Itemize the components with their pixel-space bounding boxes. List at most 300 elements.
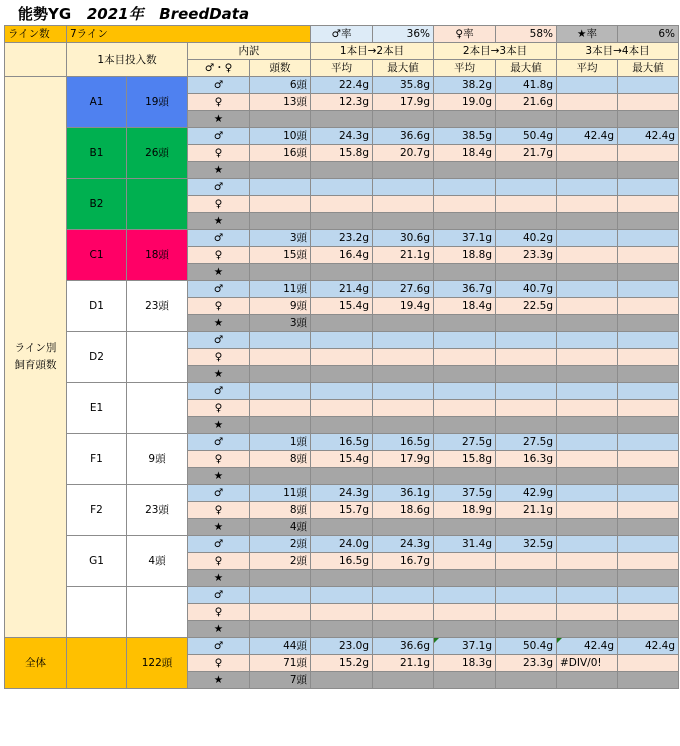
line-b1-male-s3max[interactable]: 42.4g [618,128,679,145]
line-f1-star-symbol[interactable]: ★ [188,468,250,485]
line-empty-male-s3avg[interactable] [557,587,618,604]
line-d2-male-s3avg[interactable] [557,332,618,349]
line-f2-female-s2max[interactable]: 21.1g [496,502,557,519]
line-f1-star-s3avg[interactable] [557,468,618,485]
line-g1-male-s2avg[interactable]: 31.4g [434,536,496,553]
line-empty-star-s1avg[interactable] [311,621,373,638]
line-d1-star-s3avg[interactable] [557,315,618,332]
line-d1-male-s1max[interactable]: 27.6g [373,281,434,298]
line-f2-male-s1avg[interactable]: 24.3g [311,485,373,502]
line-a1-male-s2max[interactable]: 41.8g [496,77,557,94]
line-e1-female-count[interactable] [250,400,311,417]
line-name-line-e1[interactable]: E1 [67,383,127,434]
line-b2-male-s2max[interactable] [496,179,557,196]
line-f2-star-count[interactable]: 4頭 [250,519,311,536]
total-female-symbol[interactable]: ♀ [188,655,250,672]
line-d2-male-s3max[interactable] [618,332,679,349]
line-a1-star-s2avg[interactable] [434,111,496,128]
line-f1-female-s1avg[interactable]: 15.4g [311,451,373,468]
line-a1-male-s3avg[interactable] [557,77,618,94]
line-c1-male-s3avg[interactable] [557,230,618,247]
line-e1-male-s1max[interactable] [373,383,434,400]
line-f2-female-s1max[interactable]: 18.6g [373,502,434,519]
line-f2-male-count[interactable]: 11頭 [250,485,311,502]
line-b2-male-symbol[interactable]: ♂ [188,179,250,196]
line-d1-male-s3max[interactable] [618,281,679,298]
total-female-s3avg[interactable]: #DIV/0! [557,655,618,672]
line-d2-male-s1max[interactable] [373,332,434,349]
line-c1-female-s3avg[interactable] [557,247,618,264]
line-d2-star-s3avg[interactable] [557,366,618,383]
total-male-s3max[interactable]: 42.4g [618,638,679,655]
line-f1-female-s2max[interactable]: 16.3g [496,451,557,468]
line-b2-male-s3avg[interactable] [557,179,618,196]
line-b2-female-s1max[interactable] [373,196,434,213]
count-header[interactable]: 頭数 [250,60,311,77]
line-name-line-empty[interactable] [67,587,127,638]
line-f1-male-s3max[interactable] [618,434,679,451]
total-star-symbol[interactable]: ★ [188,672,250,689]
line-b1-star-s1avg[interactable] [311,162,373,179]
line-d1-male-count[interactable]: 11頭 [250,281,311,298]
line-f1-star-s2max[interactable] [496,468,557,485]
line-empty-male-symbol[interactable]: ♂ [188,587,250,604]
line-f2-star-s3avg[interactable] [557,519,618,536]
line-b1-male-s2avg[interactable]: 38.5g [434,128,496,145]
line-d1-star-s3max[interactable] [618,315,679,332]
line-g1-star-s3avg[interactable] [557,570,618,587]
line-c1-star-s1avg[interactable] [311,264,373,281]
line-d1-male-s2avg[interactable]: 36.7g [434,281,496,298]
line-f1-star-count[interactable] [250,468,311,485]
line-c1-male-s1avg[interactable]: 23.2g [311,230,373,247]
line-b1-female-symbol[interactable]: ♀ [188,145,250,162]
line-c1-star-s3avg[interactable] [557,264,618,281]
line-f1-male-s2avg[interactable]: 27.5g [434,434,496,451]
line-b1-star-s2avg[interactable] [434,162,496,179]
line-total-line-c1[interactable]: 18頭 [127,230,188,281]
total-star-s2max[interactable] [496,672,557,689]
total-count[interactable]: 122頭 [127,638,188,689]
line-d1-star-count[interactable]: 3頭 [250,315,311,332]
line-d1-star-symbol[interactable]: ★ [188,315,250,332]
line-e1-male-s1avg[interactable] [311,383,373,400]
line-b1-male-symbol[interactable]: ♂ [188,128,250,145]
total-star-count[interactable]: 7頭 [250,672,311,689]
line-g1-male-count[interactable]: 2頭 [250,536,311,553]
line-b1-female-s2max[interactable]: 21.7g [496,145,557,162]
line-empty-star-s3max[interactable] [618,621,679,638]
line-d1-female-count[interactable]: 9頭 [250,298,311,315]
male-rate-label[interactable]: ♂率 [311,26,373,43]
line-g1-male-symbol[interactable]: ♂ [188,536,250,553]
line-a1-female-s2avg[interactable]: 19.0g [434,94,496,111]
line-f2-female-s2avg[interactable]: 18.9g [434,502,496,519]
line-e1-male-s2max[interactable] [496,383,557,400]
line-c1-male-s2max[interactable]: 40.2g [496,230,557,247]
line-b2-star-s1max[interactable] [373,213,434,230]
line-b2-female-s3max[interactable] [618,196,679,213]
line-g1-female-s2max[interactable] [496,553,557,570]
line-f2-male-s1max[interactable]: 36.1g [373,485,434,502]
line-g1-female-s1max[interactable]: 16.7g [373,553,434,570]
line-f1-male-s3avg[interactable] [557,434,618,451]
sex-header[interactable]: ♂・♀ [188,60,250,77]
line-f1-female-s2avg[interactable]: 15.8g [434,451,496,468]
line-g1-star-s2avg[interactable] [434,570,496,587]
line-a1-star-s2max[interactable] [496,111,557,128]
line-d2-star-symbol[interactable]: ★ [188,366,250,383]
line-total-line-b1[interactable]: 26頭 [127,128,188,179]
line-c1-star-s1max[interactable] [373,264,434,281]
line-g1-female-s3avg[interactable] [557,553,618,570]
line-g1-female-s1avg[interactable]: 16.5g [311,553,373,570]
line-name-line-b1[interactable]: B1 [67,128,127,179]
line-b1-female-s1max[interactable]: 20.7g [373,145,434,162]
line-b1-star-count[interactable] [250,162,311,179]
line-b2-star-s1avg[interactable] [311,213,373,230]
line-empty-star-symbol[interactable]: ★ [188,621,250,638]
line-c1-female-s1avg[interactable]: 16.4g [311,247,373,264]
line-d1-female-s1max[interactable]: 19.4g [373,298,434,315]
line-f2-star-s1max[interactable] [373,519,434,536]
line-c1-star-s3max[interactable] [618,264,679,281]
line-b2-female-s2avg[interactable] [434,196,496,213]
line-a1-star-s1avg[interactable] [311,111,373,128]
line-b2-male-s1max[interactable] [373,179,434,196]
line-b1-star-s2max[interactable] [496,162,557,179]
line-f2-star-symbol[interactable]: ★ [188,519,250,536]
line-d1-female-s1avg[interactable]: 15.4g [311,298,373,315]
line-g1-male-s1avg[interactable]: 24.0g [311,536,373,553]
line-total-line-e1[interactable] [127,383,188,434]
stage2-header[interactable]: 2本目→3本目 [434,43,557,60]
line-name-line-f2[interactable]: F2 [67,485,127,536]
line-c1-star-s2max[interactable] [496,264,557,281]
line-d2-female-s2avg[interactable] [434,349,496,366]
line-e1-female-s1avg[interactable] [311,400,373,417]
stage1-avg-header[interactable]: 平均 [311,60,373,77]
line-b1-female-s3max[interactable] [618,145,679,162]
line-d1-female-s2max[interactable]: 22.5g [496,298,557,315]
line-e1-star-s3max[interactable] [618,417,679,434]
line-b1-female-count[interactable]: 16頭 [250,145,311,162]
total-star-s1max[interactable] [373,672,434,689]
line-f2-female-symbol[interactable]: ♀ [188,502,250,519]
line-f2-star-s3max[interactable] [618,519,679,536]
line-a1-female-symbol[interactable]: ♀ [188,94,250,111]
stage3-header[interactable]: 3本目→4本目 [557,43,679,60]
line-c1-star-symbol[interactable]: ★ [188,264,250,281]
total-male-s2max[interactable]: 50.4g [496,638,557,655]
line-b1-male-s1max[interactable]: 36.6g [373,128,434,145]
line-d1-male-s2max[interactable]: 40.7g [496,281,557,298]
line-d2-star-count[interactable] [250,366,311,383]
line-b1-star-s3max[interactable] [618,162,679,179]
stage2-max-header[interactable]: 最大値 [496,60,557,77]
line-e1-male-s2avg[interactable] [434,383,496,400]
star-rate-label[interactable]: ★率 [557,26,618,43]
line-f2-male-s3avg[interactable] [557,485,618,502]
line-f1-male-symbol[interactable]: ♂ [188,434,250,451]
star-rate-value[interactable]: 6% [618,26,679,43]
line-c1-female-s1max[interactable]: 21.1g [373,247,434,264]
line-c1-male-count[interactable]: 3頭 [250,230,311,247]
total-male-count[interactable]: 44頭 [250,638,311,655]
line-e1-female-symbol[interactable]: ♀ [188,400,250,417]
total-female-s3max[interactable] [618,655,679,672]
line-e1-female-s3max[interactable] [618,400,679,417]
stage3-avg-header[interactable]: 平均 [557,60,618,77]
line-b1-star-s1max[interactable] [373,162,434,179]
line-d1-star-s1avg[interactable] [311,315,373,332]
line-d2-star-s1max[interactable] [373,366,434,383]
line-a1-female-s3avg[interactable] [557,94,618,111]
line-e1-star-s1max[interactable] [373,417,434,434]
line-d2-star-s1avg[interactable] [311,366,373,383]
line-b1-star-s3avg[interactable] [557,162,618,179]
total-male-s1avg[interactable]: 23.0g [311,638,373,655]
line-empty-female-s3max[interactable] [618,604,679,621]
line-name-line-b2[interactable]: B2 [67,179,127,230]
line-empty-male-s2max[interactable] [496,587,557,604]
line-b1-male-s3avg[interactable]: 42.4g [557,128,618,145]
line-d2-female-count[interactable] [250,349,311,366]
line-e1-star-count[interactable] [250,417,311,434]
line-g1-star-s1max[interactable] [373,570,434,587]
line-name-line-a1[interactable]: A1 [67,77,127,128]
header-blank-cell[interactable] [5,43,67,77]
line-d1-female-s3avg[interactable] [557,298,618,315]
line-empty-male-s1avg[interactable] [311,587,373,604]
line-a1-male-s1avg[interactable]: 22.4g [311,77,373,94]
line-name-line-c1[interactable]: C1 [67,230,127,281]
line-name-line-g1[interactable]: G1 [67,536,127,587]
line-a1-female-s1max[interactable]: 17.9g [373,94,434,111]
total-male-symbol[interactable]: ♂ [188,638,250,655]
line-d2-male-count[interactable] [250,332,311,349]
line-d1-star-s1max[interactable] [373,315,434,332]
line-d2-star-s2max[interactable] [496,366,557,383]
female-rate-label[interactable]: ♀率 [434,26,496,43]
total-star-s3max[interactable] [618,672,679,689]
line-f1-male-s1max[interactable]: 16.5g [373,434,434,451]
line-d1-star-s2max[interactable] [496,315,557,332]
line-a1-star-symbol[interactable]: ★ [188,111,250,128]
line-c1-star-s2avg[interactable] [434,264,496,281]
line-g1-star-count[interactable] [250,570,311,587]
total-male-s3avg[interactable]: 42.4g [557,638,618,655]
line-f1-female-count[interactable]: 8頭 [250,451,311,468]
line-empty-male-s1max[interactable] [373,587,434,604]
line-total-line-b2[interactable] [127,179,188,230]
line-b2-male-s2avg[interactable] [434,179,496,196]
line-g1-male-s1max[interactable]: 24.3g [373,536,434,553]
total-female-s1max[interactable]: 21.1g [373,655,434,672]
line-e1-male-symbol[interactable]: ♂ [188,383,250,400]
line-f1-star-s2avg[interactable] [434,468,496,485]
line-f1-male-s2max[interactable]: 27.5g [496,434,557,451]
line-empty-male-count[interactable] [250,587,311,604]
line-d2-male-s2max[interactable] [496,332,557,349]
line-e1-female-s3avg[interactable] [557,400,618,417]
line-d2-female-s1max[interactable] [373,349,434,366]
line-b2-star-count[interactable] [250,213,311,230]
line-total-line-f2[interactable]: 23頭 [127,485,188,536]
line-g1-star-symbol[interactable]: ★ [188,570,250,587]
line-total-line-d2[interactable] [127,332,188,383]
line-empty-star-s2max[interactable] [496,621,557,638]
line-g1-male-s3avg[interactable] [557,536,618,553]
line-c1-male-symbol[interactable]: ♂ [188,230,250,247]
line-d1-male-symbol[interactable]: ♂ [188,281,250,298]
line-empty-male-s3max[interactable] [618,587,679,604]
line-a1-female-s3max[interactable] [618,94,679,111]
line-a1-star-s3max[interactable] [618,111,679,128]
line-f2-male-s2avg[interactable]: 37.5g [434,485,496,502]
line-f2-female-s3avg[interactable] [557,502,618,519]
line-e1-star-s2avg[interactable] [434,417,496,434]
line-empty-star-s2avg[interactable] [434,621,496,638]
line-b2-star-s3max[interactable] [618,213,679,230]
line-d2-male-s1avg[interactable] [311,332,373,349]
line-b2-male-s3max[interactable] [618,179,679,196]
line-d1-male-s1avg[interactable]: 21.4g [311,281,373,298]
line-g1-female-count[interactable]: 2頭 [250,553,311,570]
line-g1-male-s3max[interactable] [618,536,679,553]
line-f1-female-s3avg[interactable] [557,451,618,468]
line-g1-female-s3max[interactable] [618,553,679,570]
line-count-value[interactable]: 7ライン [67,26,311,43]
line-e1-star-s3avg[interactable] [557,417,618,434]
line-b2-male-s1avg[interactable] [311,179,373,196]
line-c1-female-s2max[interactable]: 23.3g [496,247,557,264]
line-f2-male-symbol[interactable]: ♂ [188,485,250,502]
total-star-s3avg[interactable] [557,672,618,689]
line-f1-female-s3max[interactable] [618,451,679,468]
line-b2-star-s3avg[interactable] [557,213,618,230]
line-f2-star-s2max[interactable] [496,519,557,536]
line-d2-female-s2max[interactable] [496,349,557,366]
line-e1-female-s2avg[interactable] [434,400,496,417]
line-empty-star-s1max[interactable] [373,621,434,638]
line-a1-male-symbol[interactable]: ♂ [188,77,250,94]
line-b1-female-s1avg[interactable]: 15.8g [311,145,373,162]
line-d2-male-symbol[interactable]: ♂ [188,332,250,349]
line-c1-female-count[interactable]: 15頭 [250,247,311,264]
line-b1-female-s3avg[interactable] [557,145,618,162]
line-d1-male-s3avg[interactable] [557,281,618,298]
line-empty-female-s1max[interactable] [373,604,434,621]
total-female-s2avg[interactable]: 18.3g [434,655,496,672]
line-name-line-d2[interactable]: D2 [67,332,127,383]
line-f2-male-s3max[interactable] [618,485,679,502]
line-b2-star-s2avg[interactable] [434,213,496,230]
line-c1-star-count[interactable] [250,264,311,281]
line-a1-female-count[interactable]: 13頭 [250,94,311,111]
line-empty-star-s3avg[interactable] [557,621,618,638]
line-e1-star-s2max[interactable] [496,417,557,434]
line-g1-star-s1avg[interactable] [311,570,373,587]
line-empty-female-s3avg[interactable] [557,604,618,621]
total-star-s2avg[interactable] [434,672,496,689]
line-g1-female-symbol[interactable]: ♀ [188,553,250,570]
line-a1-star-s1max[interactable] [373,111,434,128]
line-empty-female-count[interactable] [250,604,311,621]
line-c1-female-s2avg[interactable]: 18.8g [434,247,496,264]
line-b1-star-symbol[interactable]: ★ [188,162,250,179]
line-f2-female-s3max[interactable] [618,502,679,519]
line-d1-female-s3max[interactable] [618,298,679,315]
line-total-line-a1[interactable]: 19頭 [127,77,188,128]
line-b2-female-s2max[interactable] [496,196,557,213]
line-total-line-d1[interactable]: 23頭 [127,281,188,332]
line-g1-star-s2max[interactable] [496,570,557,587]
line-b2-star-symbol[interactable]: ★ [188,213,250,230]
line-d2-female-s3max[interactable] [618,349,679,366]
breakdown-header[interactable]: 内訳 [188,43,311,60]
total-female-s1avg[interactable]: 15.2g [311,655,373,672]
line-b2-female-symbol[interactable]: ♀ [188,196,250,213]
line-f1-female-s1max[interactable]: 17.9g [373,451,434,468]
line-empty-female-s2avg[interactable] [434,604,496,621]
line-a1-male-s1max[interactable]: 35.8g [373,77,434,94]
line-e1-male-count[interactable] [250,383,311,400]
line-a1-star-count[interactable] [250,111,311,128]
line-count-label[interactable]: ライン数 [5,26,67,43]
total-star-s1avg[interactable] [311,672,373,689]
line-d1-female-s2avg[interactable]: 18.4g [434,298,496,315]
line-d1-female-symbol[interactable]: ♀ [188,298,250,315]
stage1-header[interactable]: 1本目→2本目 [311,43,434,60]
total-male-s1max[interactable]: 36.6g [373,638,434,655]
line-a1-female-s1avg[interactable]: 12.3g [311,94,373,111]
line-e1-male-s3max[interactable] [618,383,679,400]
total-female-count[interactable]: 71頭 [250,655,311,672]
line-d2-star-s2avg[interactable] [434,366,496,383]
line-empty-star-count[interactable] [250,621,311,638]
line-f2-female-count[interactable]: 8頭 [250,502,311,519]
line-name-line-d1[interactable]: D1 [67,281,127,332]
stage2-avg-header[interactable]: 平均 [434,60,496,77]
line-f1-female-symbol[interactable]: ♀ [188,451,250,468]
line-name-line-f1[interactable]: F1 [67,434,127,485]
line-b2-female-s1avg[interactable] [311,196,373,213]
line-b2-star-s2max[interactable] [496,213,557,230]
female-rate-value[interactable]: 58% [496,26,557,43]
line-d2-male-s2avg[interactable] [434,332,496,349]
line-b1-male-s1avg[interactable]: 24.3g [311,128,373,145]
line-f1-star-s1max[interactable] [373,468,434,485]
line-f2-star-s2avg[interactable] [434,519,496,536]
line-a1-male-s2avg[interactable]: 38.2g [434,77,496,94]
line-d2-star-s3max[interactable] [618,366,679,383]
line-c1-male-s2avg[interactable]: 37.1g [434,230,496,247]
line-c1-male-s3max[interactable] [618,230,679,247]
line-d1-star-s2avg[interactable] [434,315,496,332]
line-a1-female-s2max[interactable]: 21.6g [496,94,557,111]
line-total-line-empty[interactable] [127,587,188,638]
line-e1-female-s2max[interactable] [496,400,557,417]
line-f1-star-s1avg[interactable] [311,468,373,485]
total-name-blank[interactable] [67,638,127,689]
line-g1-star-s3max[interactable] [618,570,679,587]
line-b2-female-s3avg[interactable] [557,196,618,213]
line-f1-male-count[interactable]: 1頭 [250,434,311,451]
line-e1-star-symbol[interactable]: ★ [188,417,250,434]
line-e1-female-s1max[interactable] [373,400,434,417]
line-e1-male-s3avg[interactable] [557,383,618,400]
